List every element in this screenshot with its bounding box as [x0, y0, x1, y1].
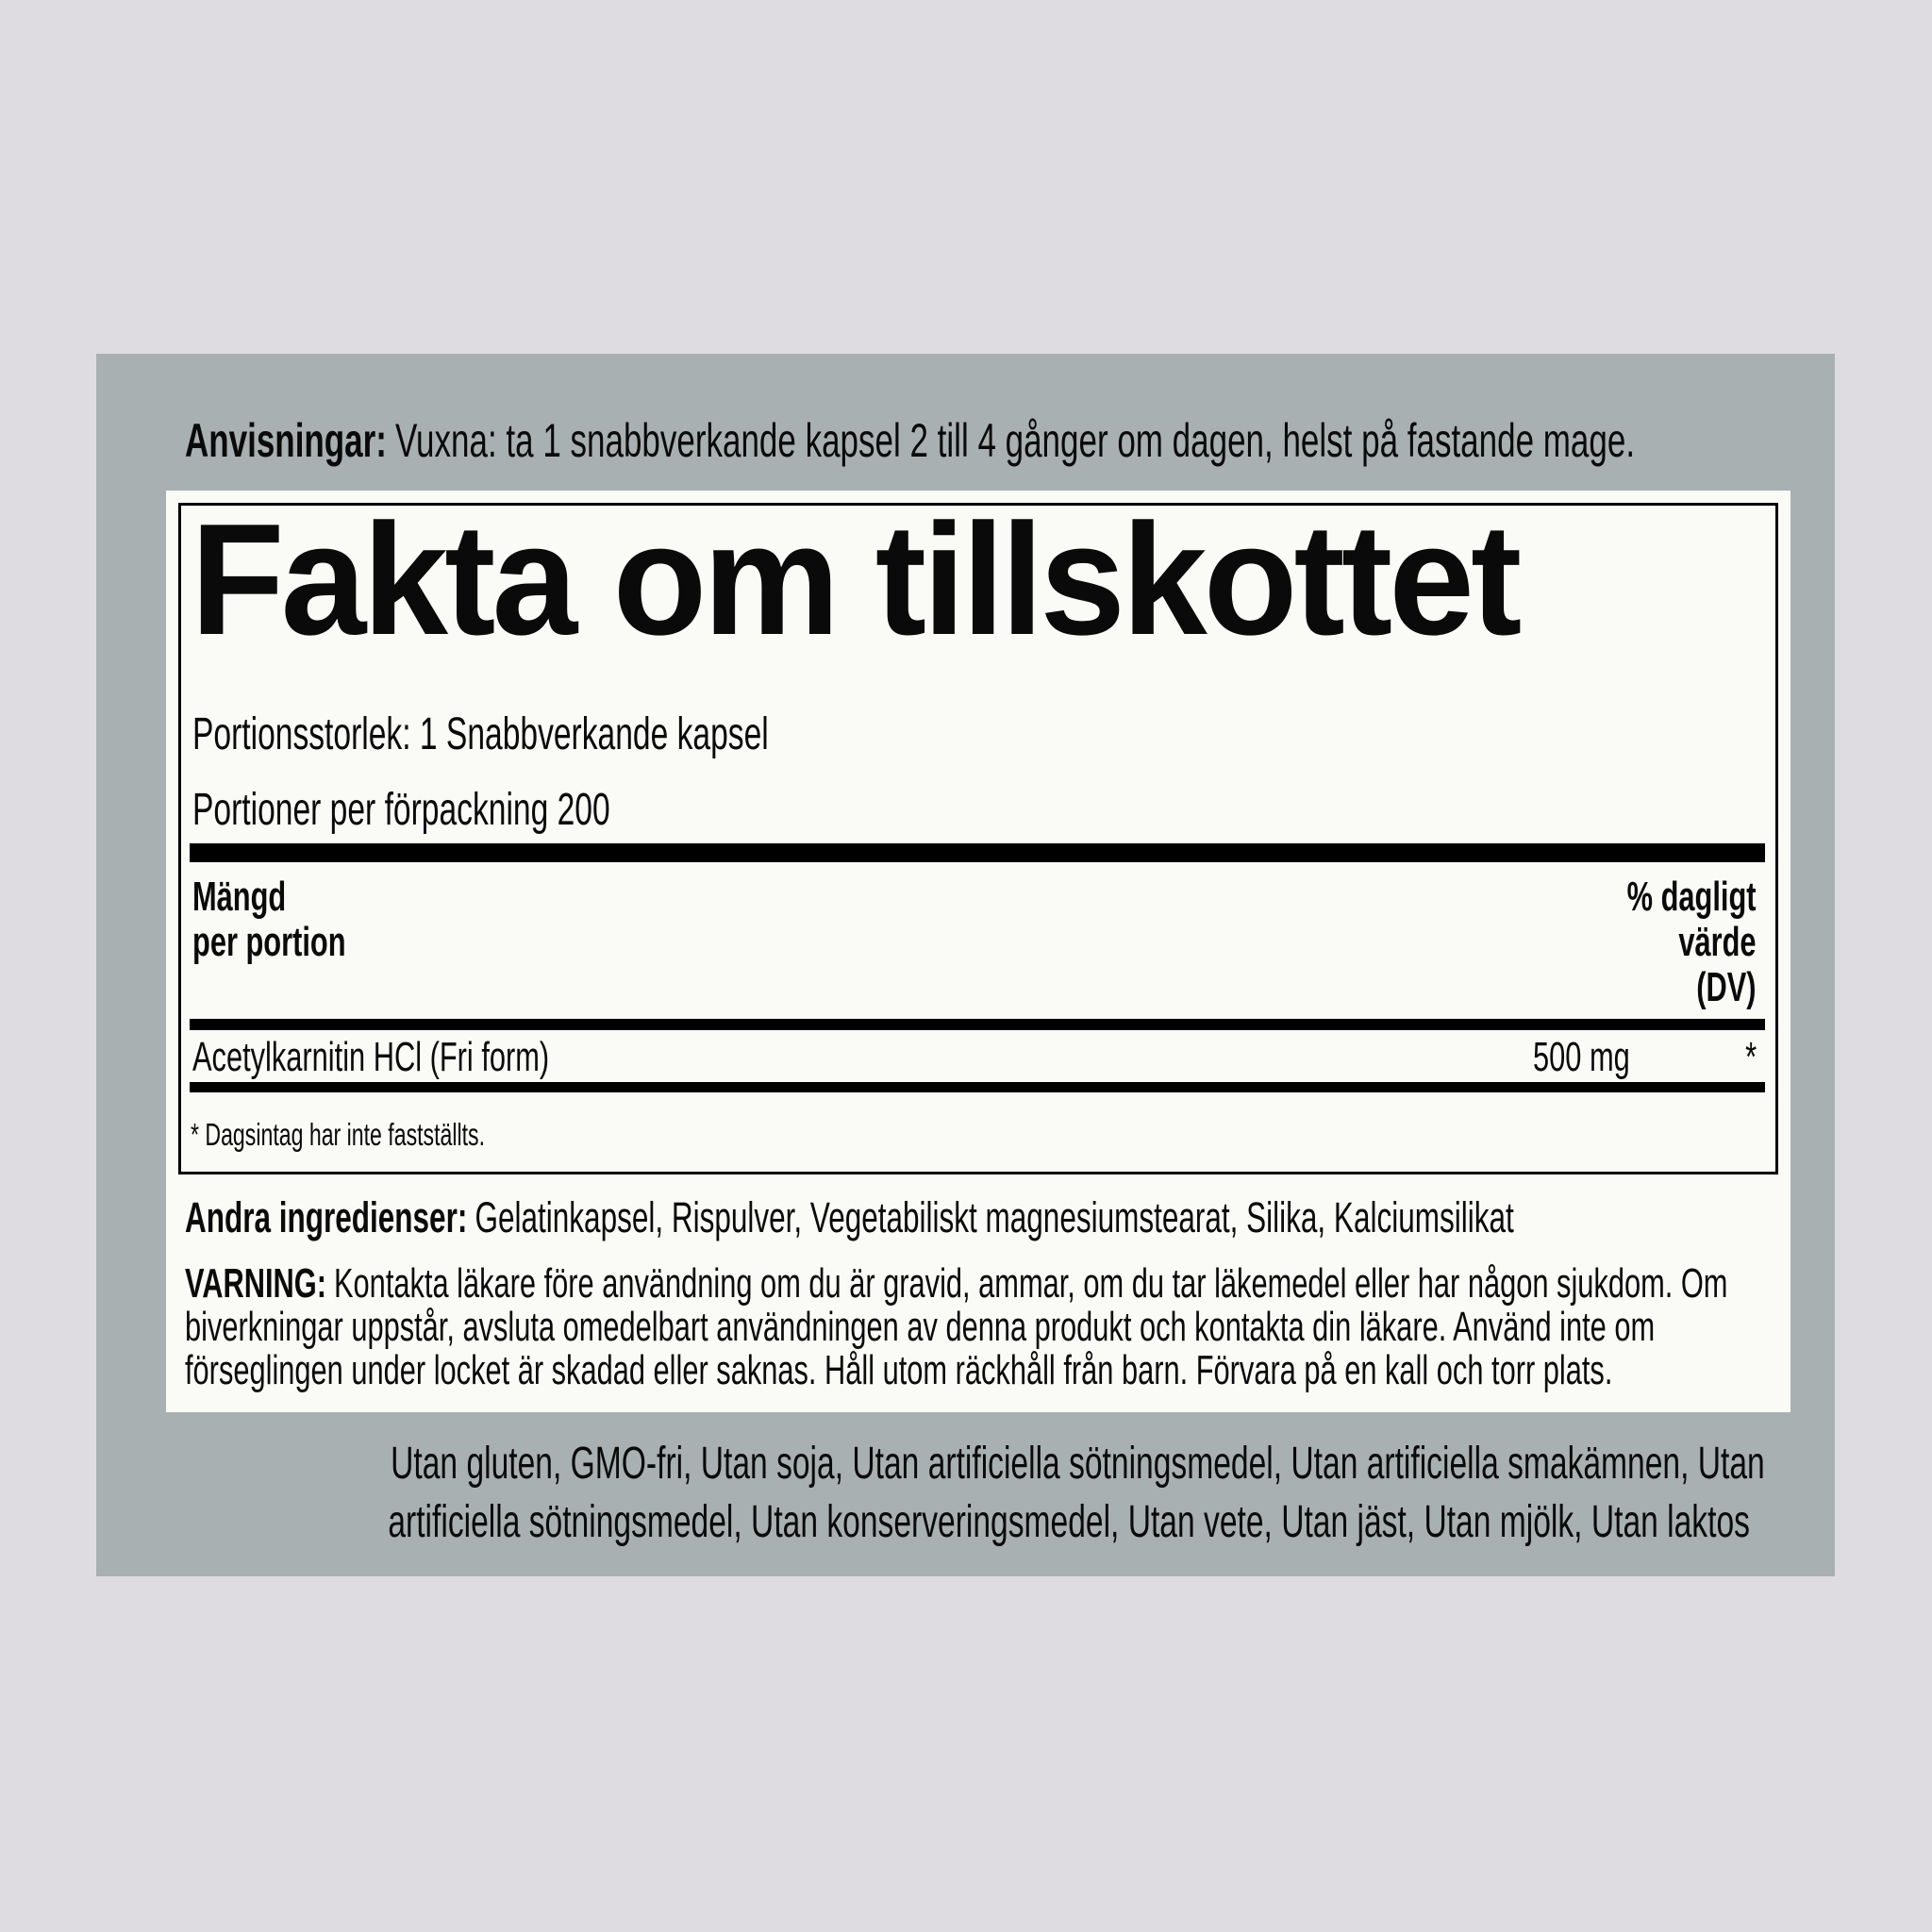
- ingredient-row-name: Acetylkarnitin HCl (Fri form): [192, 1034, 550, 1080]
- row-divider-rule: [190, 1082, 1765, 1092]
- directions-label: Anvisningar:: [185, 414, 387, 467]
- serving-size: Portionsstorlek: 1 Snabbverkande kapsel: [192, 709, 769, 759]
- daily-value-footnote: * Dagsintag har inte fastställts.: [191, 1117, 486, 1152]
- directions-text: Vuxna: ta 1 snabbverkande kapsel 2 till 4 gånger om dagen, helst på fastande mage.: [395, 414, 1636, 467]
- other-ingredients-label: Andra ingredienser:: [185, 1193, 468, 1241]
- header-divider-rule: [190, 1019, 1765, 1030]
- warning-line-3: förseglingen under locket är skadad eller saknas. Håll utom räckhåll från barn. Förvara på en kall och torr plats.: [185, 1347, 1613, 1393]
- amount-column-header: Mängd per portion: [192, 874, 346, 965]
- supplement-facts-title: Fakta om tillskottet: [191, 491, 1519, 668]
- warning-paragraph: [185, 1262, 1932, 1392]
- servings-per-container: Portioner per förpackning 200: [192, 785, 610, 835]
- free-from-line-2: artificiella sötningsmedel, Utan konserveringsmedel, Utan vete, Utan jäst, Utan mjölk, Utan laktos: [388, 1497, 1750, 1547]
- warning-line-1: Kontakta läkare före användning om du är gravid, ammar, om du tar läkemedel eller har någon sjukdom. Om: [334, 1260, 1728, 1307]
- other-ingredients: [185, 1193, 1932, 1241]
- warning-line-2: biverkningar uppstår, avsluta omedelbart användningen av denna produkt och kontakta din läkare. Använd inte om: [185, 1304, 1656, 1350]
- thick-divider-rule: [190, 843, 1765, 862]
- other-ingredients-text: Gelatinkapsel, Rispulver, Vegetabiliskt magnesiumstearat, Silika, Kalciumsilikat: [475, 1193, 1514, 1241]
- ingredient-row-daily-value: *: [1745, 1034, 1757, 1080]
- daily-value-column-header: % dagligt värde (DV): [1627, 874, 1757, 1010]
- ingredient-row-amount: 500 mg: [1533, 1034, 1630, 1080]
- free-from-claims: [96, 1435, 1835, 1552]
- directions: [185, 414, 1932, 467]
- warning-label: VARNING:: [185, 1260, 327, 1307]
- free-from-line-1: Utan gluten, GMO-fri, Utan soja, Utan artificiella sötningsmedel, Utan artificiella smakämnen, Utan: [391, 1439, 1765, 1489]
